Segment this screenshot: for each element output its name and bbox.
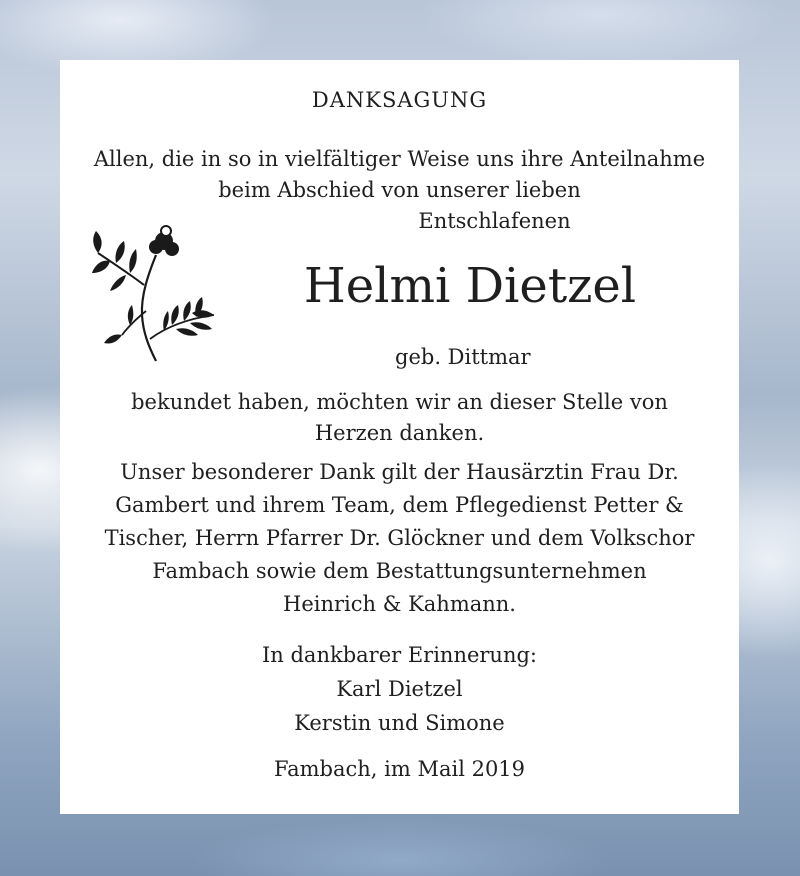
paragraph-line: Heinrich & Kahmann. [283, 592, 516, 616]
place-date: Fambach, im Mail 2019 [273, 757, 526, 781]
paragraph-line: Herzen danken. [314, 421, 485, 445]
intro-line: beim Abschied von unserer lieben [218, 178, 581, 202]
paragraph-line: bekundet haben, möchten wir an dieser Stelle von [131, 390, 668, 414]
signature-line: Kerstin und Simone [294, 711, 505, 735]
paragraph-line: Unser besonderer Dank gilt der Hausärztin Frau Dr. [120, 460, 679, 484]
flower-icon [86, 215, 226, 365]
intro-line: Entschlafenen [418, 209, 571, 233]
heading: DANKSAGUNG [311, 88, 488, 112]
signature-line: In dankbarer Erinnerung: [261, 643, 538, 667]
paragraph-line: Fambach sowie dem Bestattungsunternehmen [152, 559, 647, 583]
deceased-name: Helmi Dietzel [303, 258, 637, 314]
obituary-card [60, 60, 739, 814]
signature-line: Karl Dietzel [336, 677, 463, 701]
paragraph-line: Gambert und ihrem Team, dem Pflegedienst Petter & [115, 493, 684, 517]
birth-name: geb. Dittmar [395, 345, 531, 369]
paragraph-line: Tischer, Herrn Pfarrer Dr. Glöckner und dem Volkschor [104, 526, 695, 550]
signature-block [60, 638, 739, 740]
intro-line: Allen, die in so in vielfältiger Weise uns ihre Anteilnahme [93, 147, 706, 171]
special-thanks-paragraph [60, 456, 739, 621]
thanks-paragraph [60, 387, 739, 449]
